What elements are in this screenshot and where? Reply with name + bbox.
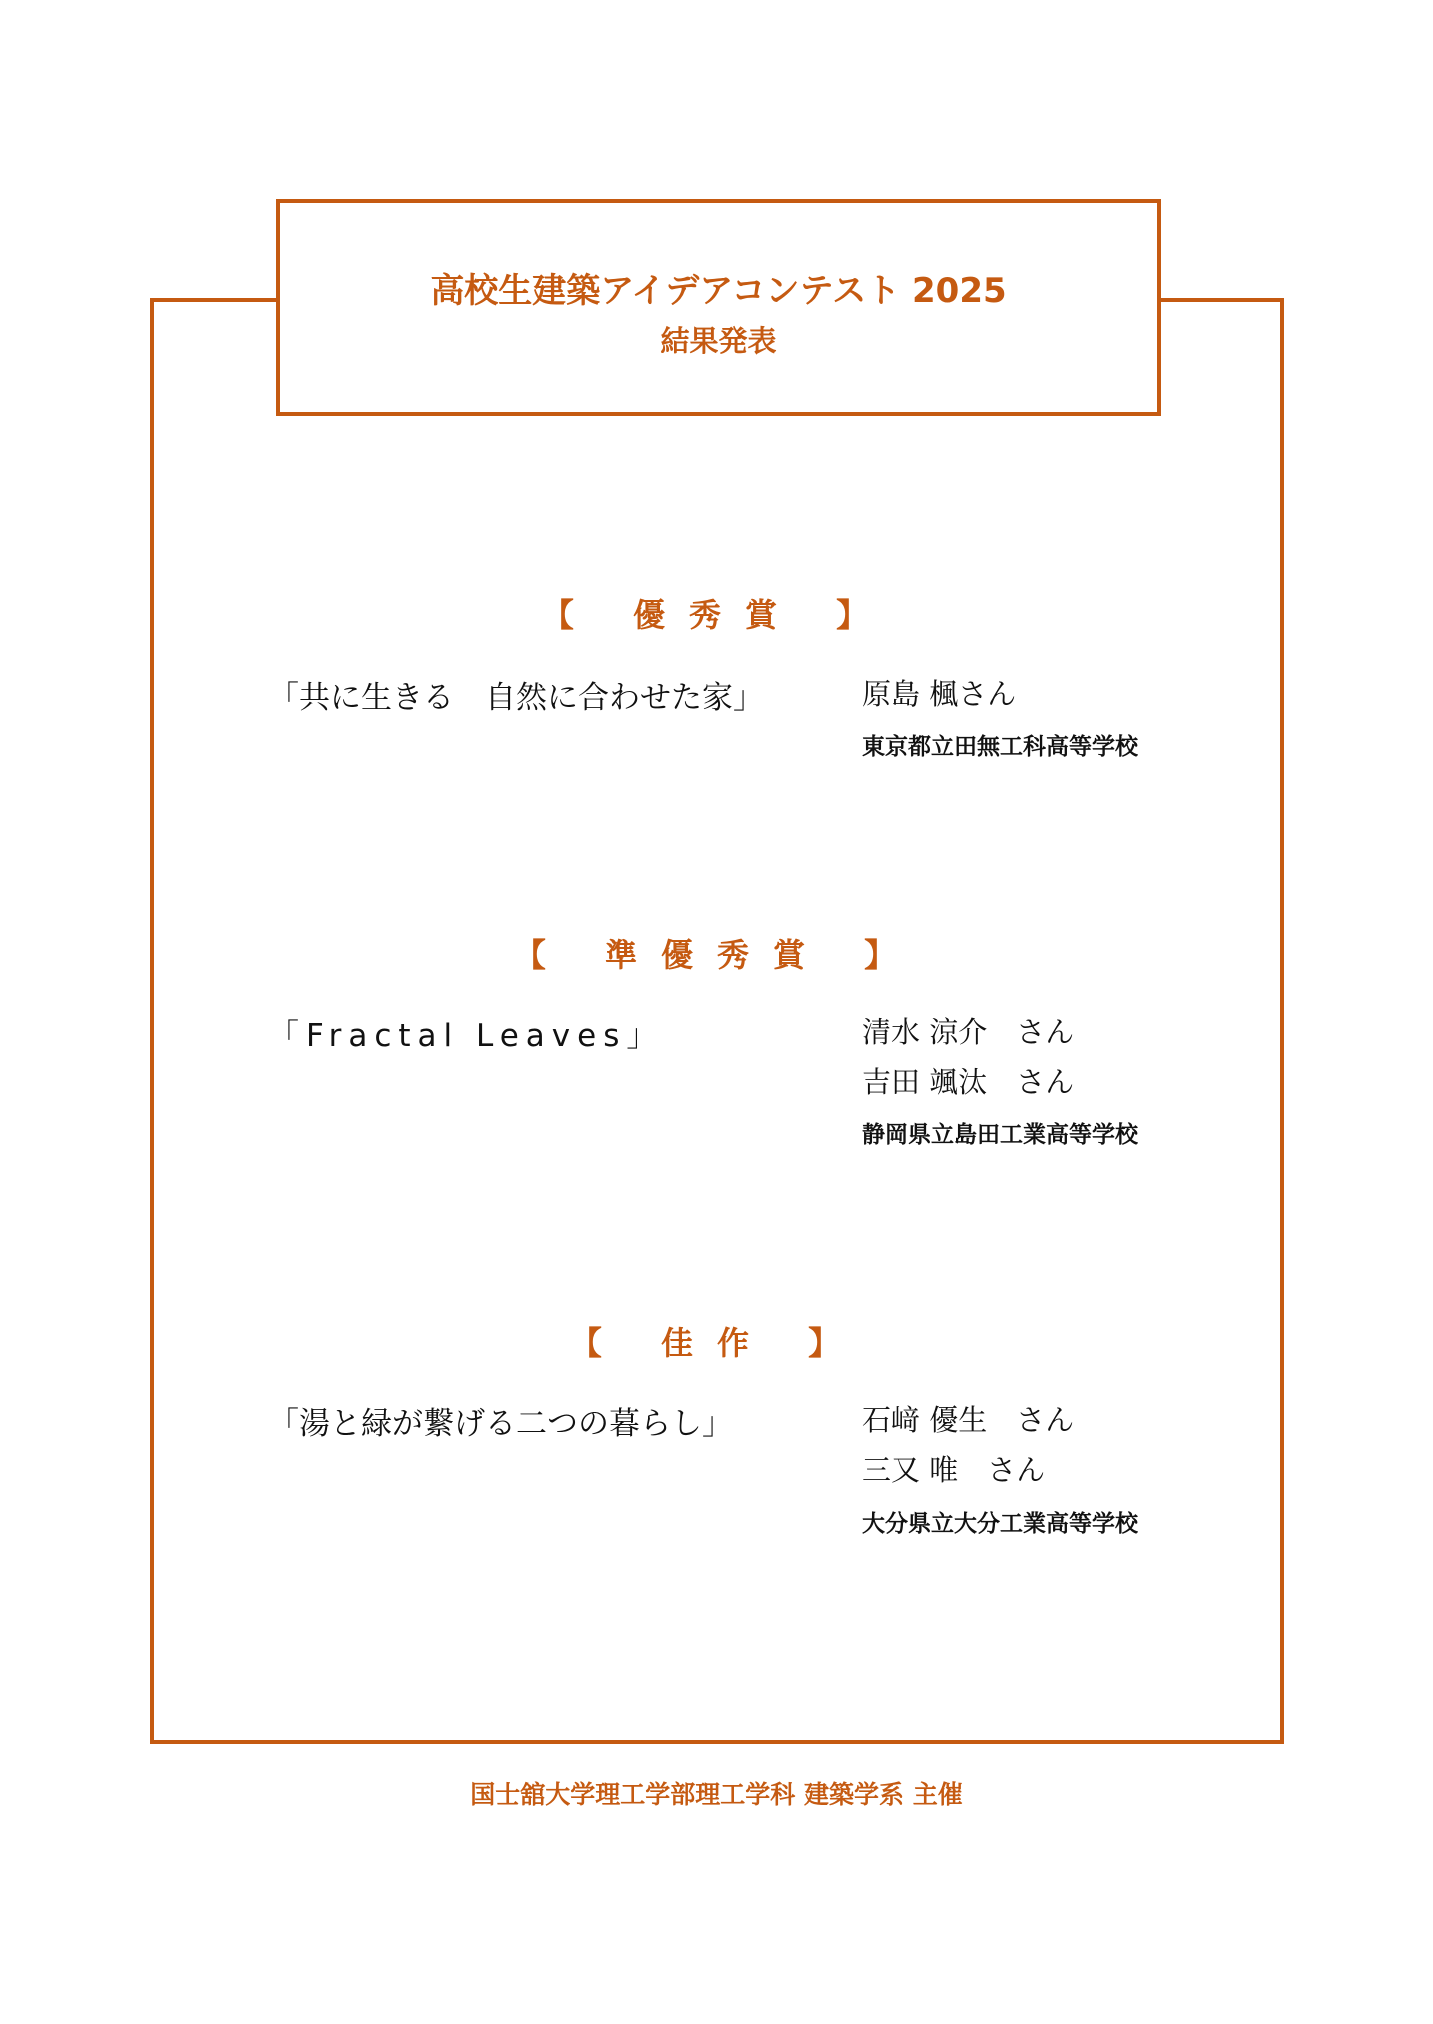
winner-name: 清水 涼介 さん: [862, 1015, 1075, 1049]
award-heading-honorable: 【 佳作 】: [569, 1324, 865, 1362]
school-name: 静岡県立島田工業高等学校: [862, 1122, 1138, 1148]
school-name: 大分県立大分工業高等学校: [862, 1511, 1138, 1537]
organizer-footer: 国士舘大学理工学部理工学科 建築学系 主催: [470, 1780, 963, 1809]
page-title: 高校生建築アイデアコンテスト 2025: [430, 271, 1007, 311]
award-heading-merit: 【 準優秀賞 】: [513, 936, 921, 974]
award-heading-excellence: 【 優秀賞 】: [541, 596, 893, 634]
title-box: [276, 199, 1161, 416]
work-title-honorable: 「湯と緑が繋げる二つの暮らし」: [268, 1406, 733, 1442]
winner-name: 吉田 颯汰 さん: [862, 1065, 1075, 1099]
winner-name: 原島 楓さん: [862, 677, 1017, 711]
winner-name: 石﨑 優生 さん: [862, 1403, 1075, 1437]
work-title-excellence: 「共に生きる 自然に合わせた家」: [268, 680, 764, 716]
page-subtitle: 結果発表: [660, 324, 777, 358]
work-title-merit: 「Fractal Leaves」: [268, 1018, 665, 1054]
winner-name: 三又 唯 さん: [862, 1453, 1046, 1487]
school-name: 東京都立田無工科高等学校: [862, 734, 1138, 760]
